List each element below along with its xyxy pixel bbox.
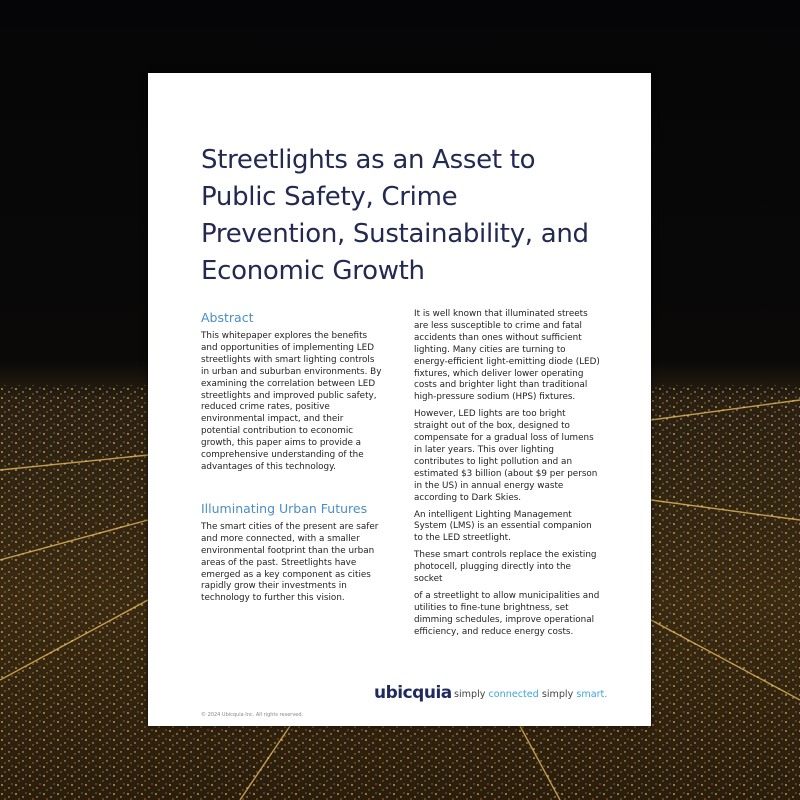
ubicquia-logo: ubicquia: [374, 683, 452, 703]
brand-lockup: [374, 683, 608, 707]
abstract-heading: Abstract: [201, 310, 254, 325]
right-paragraph: However, LED lights are too bright straight out of the box, designed to compensate for a gradual loss of lumens in later years. This over lighting contributes to light pollution and an estimated $3 billion (about $9 per person in the US) in annual energy waste according to Dark Skies.: [414, 409, 598, 503]
section-heading: Illuminating Urban Futures: [201, 500, 368, 516]
right-paragraph: An intelligent Lighting Management System (LMS) is an essential companion to the LED streetlight.: [414, 509, 592, 544]
document-title: Streetlights as an Asset to Public Safety, Crime Prevention, Sustainability, and Economic Growth: [201, 145, 589, 286]
section-text: The smart cities of the present are safer and more connected, with a smaller environmental footprint than the urban areas of the past. Streetlights have emerged as a key component as cities rapidly grow their investments in technology to further this vision.: [201, 521, 379, 604]
left-column: [201, 310, 384, 610]
abstract-text: This whitepaper explores the benefits and opportunities of implementing LED streetlights with smart lighting controls in urban and suburban environments. By examining the correlation between LED streetlights and improved public safety, reduced crime rates, positive environmental impact, and their potential contribution to economic growth, this paper aims to provide a comprehensive understanding of the advantages of this technology.: [201, 331, 382, 472]
right-paragraph: It is well known that illuminated streets are less susceptible to crime and fatal accidents than ones without sufficient lighting. Many cities are turning to energy-efficient light-emitting diode (LED) fixtures, which deliver lower operating costs and brighter light than traditional high-pressure sodium (HPS) fixtures.: [414, 309, 600, 403]
right-paragraph: These smart controls replace the existing photocell, plugging directly into the socket: [414, 550, 597, 585]
whitepaper-page: [148, 73, 651, 726]
copyright-text: © 2024 Ubicquia Inc. All rights reserved.: [201, 712, 304, 718]
right-paragraph: of a streetlight to allow municipalities and utilities to fine-tune brightness, set dimming schedules, improve operational efficiency, and reduce energy costs.: [414, 590, 600, 637]
brand-tagline: simply connected simply smart.: [454, 689, 608, 700]
right-column: [414, 309, 601, 644]
